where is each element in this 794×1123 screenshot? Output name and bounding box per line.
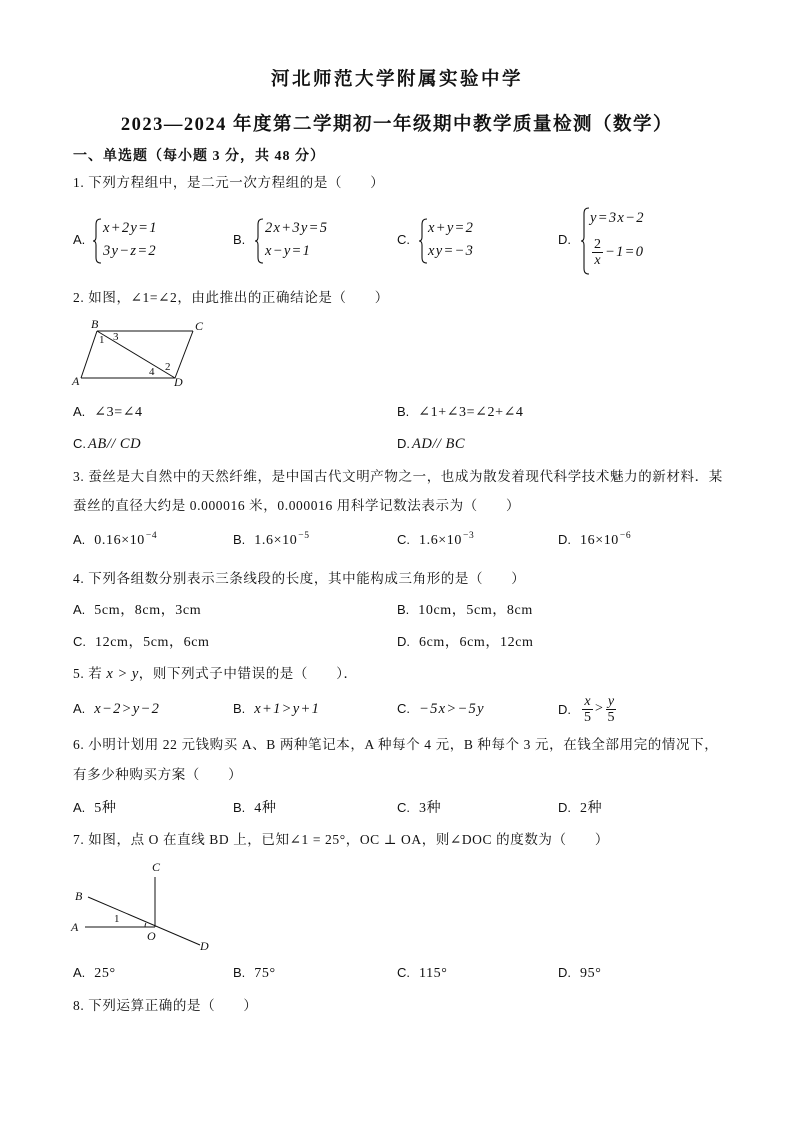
option-text: 3种 xyxy=(419,801,442,816)
point-c-label: C xyxy=(152,860,161,874)
option-text xyxy=(580,533,631,548)
fraction-numerator: 2 xyxy=(594,237,601,252)
exponent: −3 xyxy=(463,531,475,541)
exponent: −5 xyxy=(298,531,310,541)
brace-icon xyxy=(92,218,102,264)
base: 1.6×10 xyxy=(254,533,298,548)
segment-ab xyxy=(81,331,97,378)
q5-option-b xyxy=(233,700,320,718)
option-label: C. xyxy=(397,532,410,547)
q5-option-c xyxy=(397,700,485,718)
q4-option-c xyxy=(73,633,210,651)
q6-option-b xyxy=(233,799,277,817)
option-text: 5cm，8cm，3cm xyxy=(94,603,202,618)
option-label: D. xyxy=(397,634,410,649)
option-text: −5x>−5y xyxy=(419,701,485,717)
option-label: C. xyxy=(397,965,410,980)
q3-option-b xyxy=(233,531,310,549)
option-label: C. xyxy=(73,436,86,451)
q3-stem-line-2: 蚕丝的直径大约是 0.000016 米，0.000016 用科学记数法表示为（ ） xyxy=(73,498,521,513)
option-label: B. xyxy=(233,532,246,547)
option-text: AB// CD xyxy=(88,436,142,452)
equation-1: x+y=2 xyxy=(428,220,475,236)
option-label: A. xyxy=(73,701,86,716)
option-label: B. xyxy=(397,602,410,617)
option-label: B. xyxy=(233,800,246,815)
brace-icon xyxy=(254,218,264,264)
q7-angle-figure xyxy=(65,855,215,955)
option-label: D. xyxy=(558,701,571,717)
q1-option-c xyxy=(397,215,547,267)
option-text: 12cm，5cm，6cm xyxy=(95,635,210,650)
stem-suffix: ，则下列式子中错误的是（ ）． xyxy=(138,666,358,681)
comparison-operator: > xyxy=(595,701,604,716)
fraction-numerator: y xyxy=(607,693,615,709)
equation-1: x+2y=1 xyxy=(103,220,158,236)
option-text: 115° xyxy=(419,966,448,981)
fraction-denominator: 5 xyxy=(584,709,591,725)
option-label: B. xyxy=(233,701,246,716)
q7-stem: 7. 如图，点 O 在直线 BD 上，已知∠1 = 25°，OC ⊥ OA，则∠DOC 的度数为（ ） xyxy=(73,832,609,847)
q5-option-d xyxy=(558,693,619,725)
q6-option-d xyxy=(558,799,602,817)
equation-rest: −1=0 xyxy=(605,244,645,260)
equation-2: 3y−z=2 xyxy=(103,243,157,259)
q2-option-c xyxy=(73,435,141,453)
option-label: C. xyxy=(397,232,410,247)
q7-option-d xyxy=(558,964,601,982)
option-label: A. xyxy=(73,404,86,419)
q4-option-a xyxy=(73,601,201,619)
stem-math: x > y xyxy=(106,666,139,682)
angle-1-label: 1 xyxy=(99,334,105,346)
option-label: D. xyxy=(558,800,571,815)
left-fraction xyxy=(582,694,593,725)
option-label: B. xyxy=(233,965,246,980)
exam-title: 2023—2024 年度第二学期初一年级期中教学质量检测（数学） xyxy=(120,115,674,135)
angle-3-label: 3 xyxy=(113,331,119,343)
q5-option-a xyxy=(73,700,160,718)
option-label: A. xyxy=(73,800,86,815)
option-text: 5种 xyxy=(94,801,117,816)
q4-option-d xyxy=(397,633,534,651)
base: 0.16×10 xyxy=(94,533,145,548)
option-text xyxy=(254,533,309,548)
angle-4-label: 4 xyxy=(149,366,155,378)
equation-1: y=3x−2 xyxy=(590,210,645,226)
q7-option-a xyxy=(73,964,116,982)
q1-option-a xyxy=(73,215,223,267)
option-label: A. xyxy=(73,532,86,547)
q6-stem-line-1: 6. 小明计划用 22 元钱购买 A、B 两种笔记本，A 种每个 4 元，B 种每个 3 元，在钱全部用完的情况下， xyxy=(73,737,719,752)
q4-option-b xyxy=(397,601,533,619)
option-label: C. xyxy=(73,634,86,649)
diagonal-bd xyxy=(97,331,175,378)
q4-stem: 4. 下列各组数分别表示三条线段的长度，其中能构成三角形的是（ ） xyxy=(73,571,526,586)
point-d-label: D xyxy=(200,939,209,953)
point-a-label: A xyxy=(71,920,79,934)
vertex-d-label: D xyxy=(174,375,183,389)
option-text xyxy=(94,533,157,548)
equation-1: 2x+3y=5 xyxy=(265,220,329,236)
exponent: −6 xyxy=(619,531,632,541)
option-label: D. xyxy=(558,532,571,547)
q3-option-a xyxy=(73,531,157,549)
fraction xyxy=(592,237,603,268)
option-label: A. xyxy=(73,965,86,980)
segment-cd xyxy=(175,331,193,378)
option-label: A. xyxy=(73,232,86,247)
q3-option-d xyxy=(558,531,631,549)
option-label: A. xyxy=(73,602,86,617)
brace-icon xyxy=(418,218,428,264)
equation-2 xyxy=(590,236,644,269)
school-title: 河北师范大学附属实验中学 xyxy=(270,70,523,90)
option-label: C. xyxy=(397,800,410,815)
option-label: B. xyxy=(233,232,246,247)
brace-icon xyxy=(580,207,590,275)
q2-parallelogram-figure xyxy=(60,315,220,390)
option-label: D. xyxy=(397,436,410,451)
q6-stem-line-2: 有多少种购买方案（ ） xyxy=(73,767,243,782)
option-text: x−2>y−2 xyxy=(94,701,161,717)
vertex-c-label: C xyxy=(195,319,204,333)
q7-option-c xyxy=(397,964,447,982)
option-text: 75° xyxy=(254,966,276,981)
base: 1.6×10 xyxy=(419,533,462,548)
option-text: 25° xyxy=(94,966,116,981)
angle-1-arc xyxy=(145,923,146,927)
point-b-label: B xyxy=(75,889,83,903)
q6-option-c xyxy=(397,799,441,817)
option-text: 10cm，5cm，8cm xyxy=(418,603,533,618)
q2-option-b xyxy=(397,403,524,421)
section-title: 一、单选题（每小题 3 分，共 48 分） xyxy=(73,149,325,164)
q2-stem: 2. 如图，∠1=∠2，由此推出的正确结论是（ ） xyxy=(73,290,389,305)
right-fraction xyxy=(606,694,617,725)
option-text xyxy=(419,533,474,548)
option-text: x+1>y+1 xyxy=(254,701,321,717)
q5-stem xyxy=(73,665,358,683)
option-text: ∠1+∠3=∠2+∠4 xyxy=(418,405,524,420)
base: 16×10 xyxy=(580,533,619,548)
q2-option-a xyxy=(73,403,143,421)
exponent: −4 xyxy=(145,531,158,541)
option-text: ∠3=∠4 xyxy=(94,405,143,420)
q2-option-d xyxy=(397,435,465,453)
equation-2: xy=−3 xyxy=(428,243,475,259)
option-label: D. xyxy=(558,232,571,247)
option-text: AD// BC xyxy=(412,436,466,452)
equation-2: x−y=1 xyxy=(265,243,312,259)
option-label: D. xyxy=(558,965,571,980)
q3-stem-line-1: 3. 蚕丝是大自然中的天然纤维，是中国古代文明产物之一，也成为散发着现代科学技术魅力的新材料．某 xyxy=(73,469,723,484)
fraction-denominator: x xyxy=(594,253,601,268)
line-bd xyxy=(88,897,200,945)
option-text: 4种 xyxy=(254,801,277,816)
q1-stem: 1. 下列方程组中，是二元一次方程组的是（ ） xyxy=(73,175,385,190)
vertex-a-label: A xyxy=(72,374,80,388)
angle-2-label: 2 xyxy=(165,361,171,373)
q3-option-c xyxy=(397,531,474,549)
option-text: 95° xyxy=(580,966,602,981)
angle-1-label: 1 xyxy=(114,913,120,925)
fraction-numerator: x xyxy=(584,693,591,709)
point-o-label: O xyxy=(147,929,156,943)
option-label: C. xyxy=(397,701,410,716)
vertex-b-label: B xyxy=(91,317,99,331)
q6-option-a xyxy=(73,799,117,817)
q7-option-b xyxy=(233,964,276,982)
stem-prefix: 5. 若 xyxy=(73,666,103,681)
option-text: 2种 xyxy=(580,801,603,816)
option-label: B. xyxy=(397,404,410,419)
q8-stem: 8. 下列运算正确的是（ ） xyxy=(73,998,258,1013)
q1-option-b xyxy=(233,215,383,267)
q1-option-d xyxy=(558,205,708,277)
option-text: 6cm，6cm，12cm xyxy=(419,635,534,650)
fraction-denominator: 5 xyxy=(607,709,615,725)
